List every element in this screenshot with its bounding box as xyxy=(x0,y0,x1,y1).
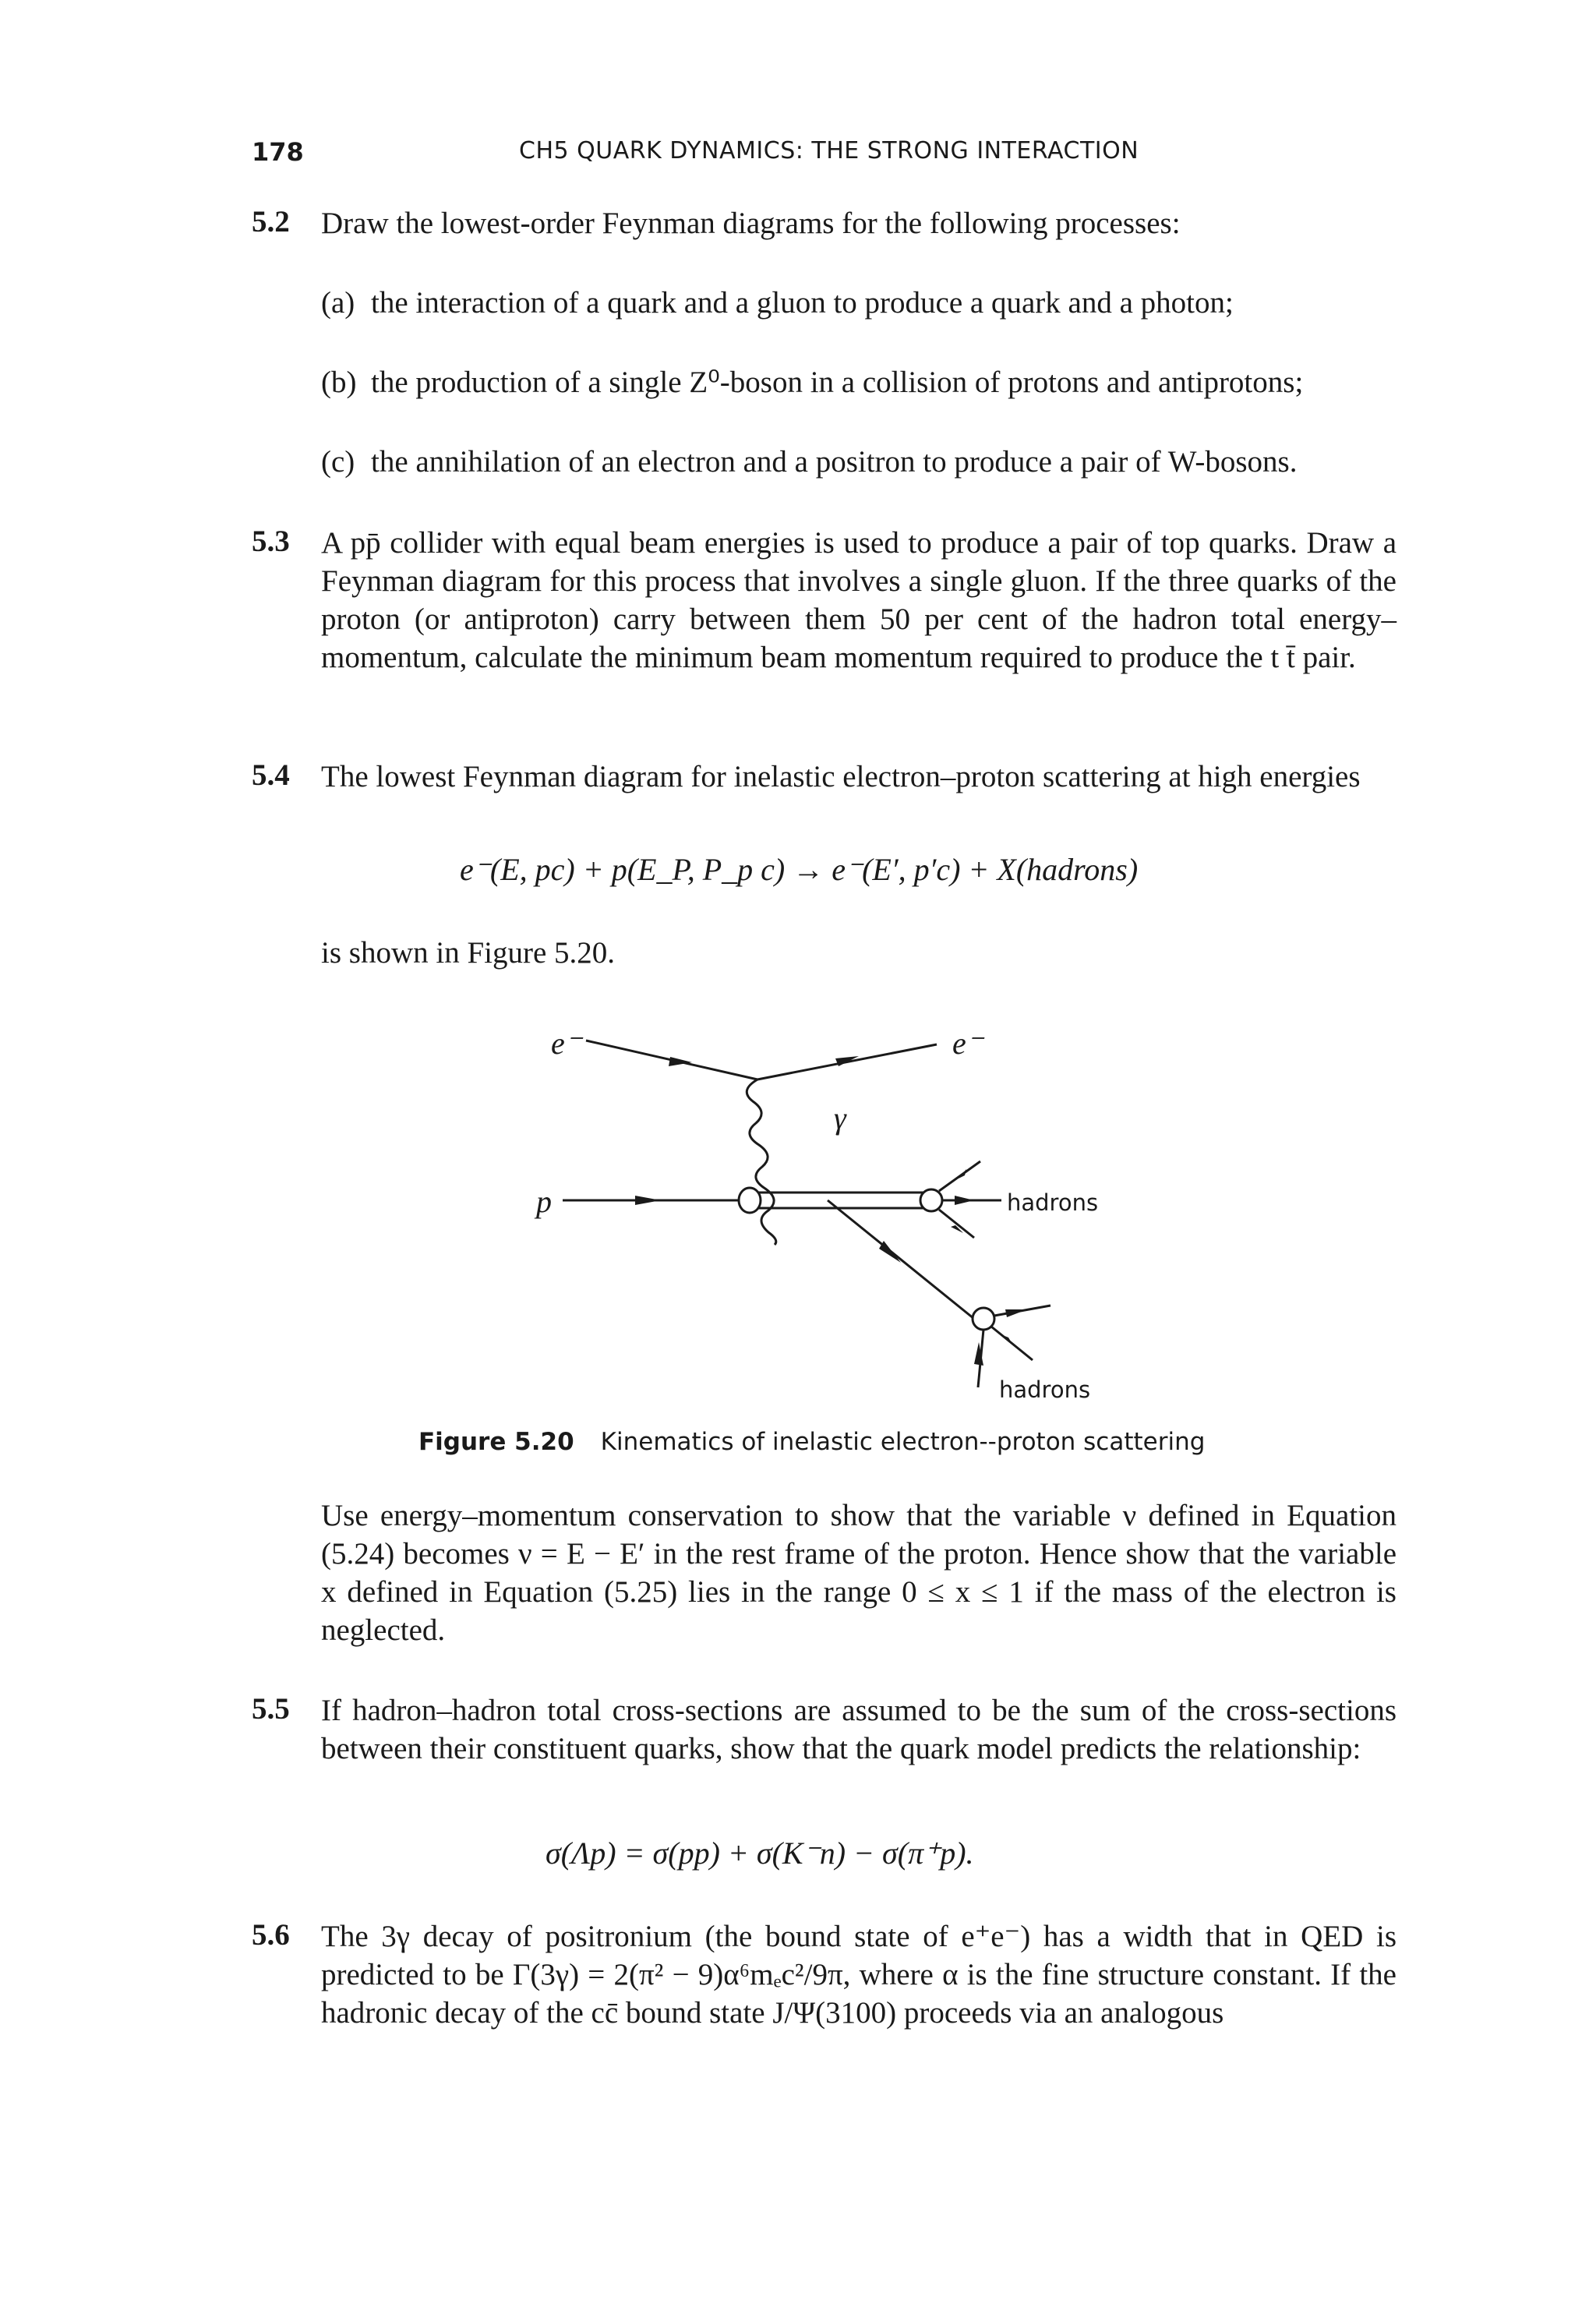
problem-number: 5.2 xyxy=(252,205,290,239)
part-text: the interaction of a quark and a gluon to produce a quark and a photon; xyxy=(371,286,1234,320)
electron-in-line xyxy=(586,1041,757,1079)
problem-text: The 3γ decay of positronium (the bound state of e⁺e⁻) has a width that in QED is predicted to be Γ(3γ) = 2(π² − 9)α⁶mₑc²/9π, where α is the fine structure constant. If the hadronic decay of the cc̄ bound state J/Ψ(3100) proceeds via an analogous xyxy=(321,1920,1396,2030)
figure-caption-text: Kinematics of inelastic electron--proton scattering xyxy=(600,1428,1206,1456)
problem-text: Draw the lowest-order Feynman diagrams for the following processes: xyxy=(321,207,1181,240)
problem-number: 5.5 xyxy=(252,1692,290,1726)
part-text: the annihilation of an electron and a positron to produce a pair of W-bosons. xyxy=(371,445,1298,479)
equation: σ(Λp) = σ(pp) + σ(K⁻n) − σ(π⁺p). xyxy=(546,1836,974,1871)
proton-blob xyxy=(739,1188,924,1213)
problem-part xyxy=(321,284,1396,322)
page-number: 178 xyxy=(252,137,304,167)
photon-line xyxy=(747,1079,776,1245)
problem-number: 5.4 xyxy=(252,758,290,792)
running-head: CH5 QUARK DYNAMICS: THE STRONG INTERACTION xyxy=(519,137,1139,164)
electron-out-line xyxy=(757,1044,937,1079)
problem-number: 5.3 xyxy=(252,525,290,558)
label-electron-in: e⁻ xyxy=(551,1026,581,1061)
part-text: the production of a single Z⁰-boson in a collision of protons and antiprotons; xyxy=(371,366,1304,399)
label-hadrons-2: hadrons xyxy=(999,1376,1091,1403)
problem-text: The lowest Feynman diagram for inelastic electron–proton scattering at high energies xyxy=(321,760,1361,793)
problem-text: If hadron–hadron total cross-sections are assumed to be the sum of the cross-sections between their constituent quarks, show that the quark model predicts the relationship: xyxy=(321,1694,1396,1765)
label-electron-out: e⁻ xyxy=(952,1026,983,1061)
figure-label: Figure 5.20 xyxy=(418,1428,574,1456)
part-label: (a) xyxy=(321,286,355,320)
problem-number: 5.6 xyxy=(252,1918,290,1952)
label-hadrons-1: hadrons xyxy=(1007,1189,1099,1216)
part-label: (c) xyxy=(321,445,355,479)
problem-text: Use energy–momentum conservation to show that the variable ν defined in Equation (5.24) becomes ν = E − E′ in the rest frame of the proton. Hence show that the variable x defined in Equation (5.25) lies in the range 0 ≤ x ≤ 1 if the mass of the electron is neglected. xyxy=(321,1499,1396,1647)
part-label: (b) xyxy=(321,366,357,399)
hadron-vertex-2 xyxy=(973,1306,1050,1387)
problem-part xyxy=(321,363,1396,401)
equation: e⁻(E, pc) + p(E_P, P_p c) → e⁻(E′, p′c) + X(hadrons) xyxy=(460,852,1139,887)
hadron-vertex-1 xyxy=(920,1161,1001,1238)
problem-part xyxy=(321,443,1396,481)
problem-text: A pp̄ collider with equal beam energies is used to produce a pair of top quarks. Draw a Feynman diagram for this process that involves a single gluon. If the three quarks of the proton (or antiproton) carry between them 50 per cent of the hadron total energy–momentum, calculate the minimum beam momentum required to produce the t t̄ pair. xyxy=(321,526,1396,674)
label-proton: p xyxy=(536,1184,552,1219)
label-photon: γ xyxy=(834,1101,846,1136)
problem-text: is shown in Figure 5.20. xyxy=(321,936,616,970)
proton-in-line xyxy=(563,1196,740,1205)
quark-line xyxy=(828,1200,974,1319)
figure-caption xyxy=(418,1428,1205,1456)
